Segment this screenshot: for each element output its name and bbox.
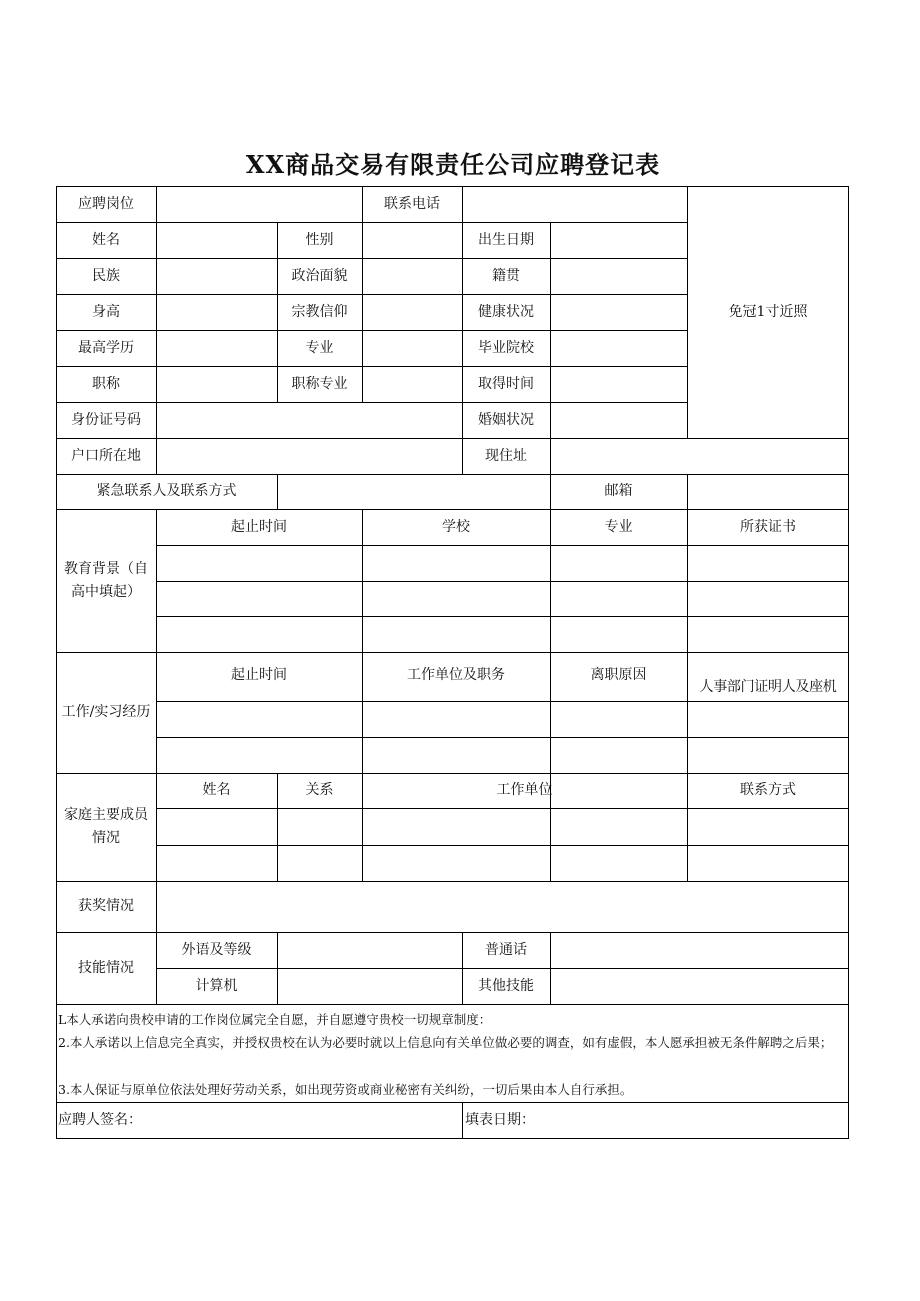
- religion-label: 宗教信仰: [291, 303, 348, 320]
- pledge-item-2: 2.本人承诺以上信息完全真实，并授权贵校在认为必要时就以上信息向有关单位做必要的调查，如有虚假，本人愿承担被无条件解聘之后果；: [58, 1035, 833, 1050]
- title-major-label: 职称专业: [291, 375, 348, 392]
- computer-label: 计算机: [195, 977, 238, 994]
- id-number-label: 身份证号码: [71, 411, 141, 428]
- major-label: 专业: [305, 339, 334, 356]
- position-label: 应聘岗位: [78, 195, 134, 212]
- work-header-reference: 人事部门证明人及座机: [699, 679, 837, 695]
- name-label: 姓名: [92, 231, 120, 248]
- work-header-employer: 工作单位及职务: [407, 667, 505, 683]
- obtain-time-label: 取得时间: [478, 375, 534, 392]
- pledge-item-3: 3.本人保证与原单位依法处理好劳动关系，如出现劳资或商业秘密有关纠纷，一切后果由本人自行承担。: [58, 1082, 633, 1097]
- edu-header-major: 专业: [604, 518, 633, 535]
- emergency-label: 紧急联系人及联系方式: [96, 483, 237, 499]
- birth-label: 出生日期: [478, 231, 534, 248]
- marital-label: 婚姻状况: [478, 411, 534, 428]
- title-rank-label: 职称: [92, 375, 120, 392]
- family-header-contact: 联系方式: [740, 782, 796, 798]
- education-label: 最高学历: [78, 339, 134, 356]
- political-label: 政治面貌: [291, 267, 348, 284]
- fill-date-label: 填表日期：: [465, 1112, 535, 1128]
- edu-header-period: 起止时间: [231, 518, 287, 535]
- edu-header-school: 学校: [442, 518, 470, 535]
- school-label: 毕业院校: [478, 339, 534, 356]
- applicant-signature-label: 应聘人签名：: [58, 1112, 142, 1128]
- family-header-relation: 关系: [305, 782, 334, 798]
- family-header-name: 姓名: [202, 782, 231, 798]
- awards-label: 获奖情况: [78, 898, 134, 914]
- height-label: 身高: [92, 303, 120, 320]
- edu-header-certificate: 所获证书: [740, 518, 796, 535]
- skills-label: 技能情况: [78, 959, 134, 976]
- photo-placeholder: 免冠1寸近照: [728, 303, 808, 320]
- page-title: XX商品交易有限责任公司应聘登记表: [245, 150, 661, 179]
- pledge-item-1: L本人承诺向贵校申请的工作岗位属完全自愿，并自愿遵守贵校一切规章制度：: [58, 1012, 492, 1027]
- registration-form: [56, 186, 849, 1139]
- gender-label: 性别: [305, 231, 334, 248]
- mandarin-label: 普通话: [485, 941, 527, 958]
- email-label: 邮箱: [604, 483, 633, 499]
- family-section-label: 家庭主要成员情况: [64, 807, 148, 846]
- native-label: 籍贯: [492, 267, 520, 284]
- education-section-label: 教育背景（自高中填起）: [64, 560, 148, 600]
- hukou-label: 户口所在地: [71, 447, 141, 464]
- language-label: 外语及等级: [181, 941, 252, 958]
- address-label: 现住址: [485, 447, 527, 464]
- work-header-reason: 离职原因: [590, 667, 647, 683]
- ethnicity-label: 民族: [92, 267, 120, 284]
- work-section-label: 工作/实习经历: [61, 704, 151, 720]
- phone-label: 联系电话: [384, 195, 440, 212]
- family-header-employer: 工作单位: [496, 782, 553, 798]
- health-label: 健康状况: [478, 303, 534, 320]
- other-skills-label: 其他技能: [478, 977, 534, 994]
- work-header-period: 起止时间: [231, 667, 287, 683]
